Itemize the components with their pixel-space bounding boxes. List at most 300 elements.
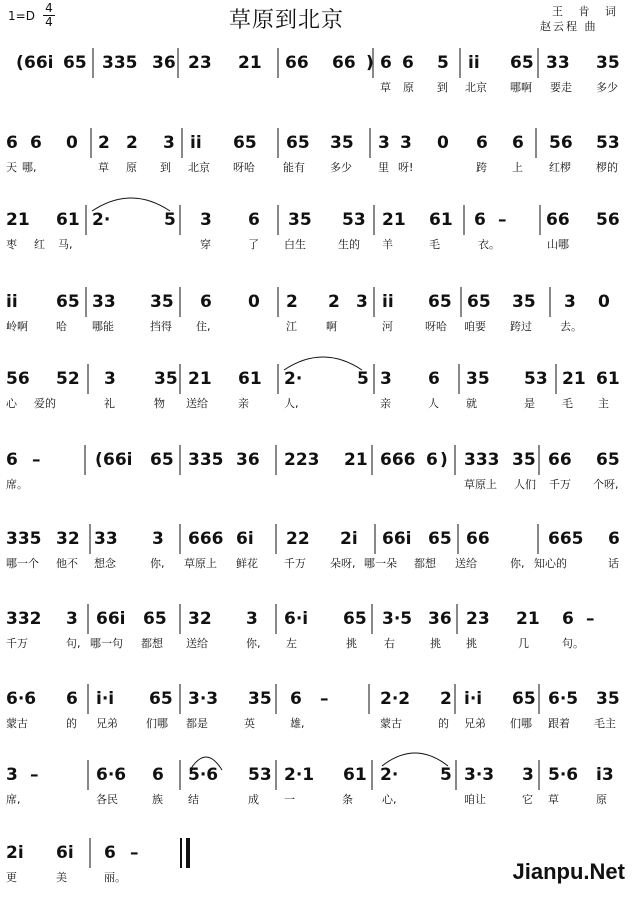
note-group <box>6 369 620 389</box>
note-group-text: 6 <box>428 369 440 389</box>
lyric-text: 他不 <box>56 557 78 570</box>
score-line-svg <box>0 516 633 596</box>
lyric-text: 到 <box>437 81 448 94</box>
note-group-text: 23 <box>188 53 212 73</box>
lyric-text: 它 <box>522 793 533 806</box>
lyric-text: 知心的 <box>534 557 567 570</box>
note-group-text: 61 <box>343 765 367 785</box>
lyric-text: 河 <box>382 320 393 333</box>
note-group-text: 65 <box>428 529 452 549</box>
note-group-text: 21 <box>344 450 368 470</box>
lyric-text: 啊 <box>326 320 337 333</box>
note-group-text: 36 <box>236 450 260 470</box>
note-group-text: 66i <box>96 609 126 629</box>
note-group-text: 3 <box>564 292 576 312</box>
score-line-svg <box>0 437 633 517</box>
score-line <box>0 676 633 756</box>
note-group-text: 35 <box>596 53 620 73</box>
lyric-text: 蒙古 <box>6 717 28 730</box>
score-line <box>0 120 633 200</box>
note-group-text: 6 <box>248 210 260 230</box>
note-group-text: 2 <box>126 133 138 153</box>
lyric-text: 送给 <box>455 557 477 570</box>
note-group <box>6 529 620 549</box>
note-group-text: 2· <box>92 210 111 230</box>
score-line <box>0 596 633 676</box>
lyric-text: 句, <box>66 637 81 650</box>
note-group <box>16 53 620 73</box>
lyric-text: 句。 <box>562 637 584 650</box>
watermark: Jianpu.Net <box>512 859 625 884</box>
lyric-text: 挑 <box>346 637 357 650</box>
lyric-text: 哪一个 <box>6 557 39 570</box>
note-group-text: 6 <box>608 529 620 549</box>
score-line <box>0 437 633 517</box>
note-group-text: 2· <box>380 765 399 785</box>
note-group-text: 35 <box>248 689 272 709</box>
lyric-text: 原 <box>596 793 607 806</box>
score-line <box>0 752 633 832</box>
lyric-text: 雄, <box>290 717 305 730</box>
lyric-text: 人们 <box>514 478 536 491</box>
note-group-text: 6i <box>56 843 74 863</box>
note-group-text: 3 <box>378 133 390 153</box>
lyric-text: 送给 <box>186 397 208 410</box>
note-group-text: 36 <box>152 53 176 73</box>
note-group-text: 66 <box>332 53 356 73</box>
note-group-text: 6 <box>6 133 18 153</box>
lyric-text: 主 <box>598 397 609 410</box>
lyric-text: 跨 <box>476 161 487 174</box>
note-group-text: 5·6 <box>188 765 219 785</box>
lyric-text: 能有 <box>283 161 305 174</box>
lyric-group <box>6 237 569 251</box>
lyric-text: 兄弟 <box>464 717 486 730</box>
note-group-text: 21 <box>562 369 586 389</box>
note-group-text: 335 <box>188 450 224 470</box>
note-group-text: 35 <box>512 450 536 470</box>
lyric-text: 都想 <box>414 557 436 570</box>
note-group-text: ) <box>440 450 448 470</box>
note-group-text: 56 <box>549 133 573 153</box>
final-barline <box>186 838 190 868</box>
lyric-text: 挡得 <box>150 320 172 333</box>
lyric-text: 族 <box>152 793 163 806</box>
note-group-text: 6 <box>474 210 486 230</box>
note-group-text: 3 <box>380 369 392 389</box>
note-group-text: 6 <box>104 843 116 863</box>
lyric-text: 左 <box>286 637 297 650</box>
lyric-text: 英 <box>244 717 255 730</box>
lyric-text: 住, <box>196 320 211 333</box>
score-line-svg <box>0 596 633 676</box>
lyric-text: 跟着 <box>548 717 570 730</box>
lyric-text: 席, <box>6 793 21 806</box>
lyric-group <box>6 792 607 806</box>
note-group-text: 53 <box>524 369 548 389</box>
lyric-group <box>6 396 609 410</box>
lyric-text: 条 <box>342 793 353 806</box>
note-group-text: 3 <box>152 529 164 549</box>
lyric-text: 枣 <box>6 238 17 251</box>
lyricist-credit: 王 肯 词 <box>552 5 622 18</box>
lyric-text: 席。 <box>6 478 28 491</box>
lyric-text: 江 <box>286 320 297 333</box>
lyric-group <box>380 80 618 94</box>
note-group-text: 65 <box>233 133 257 153</box>
note-group-text: 6 <box>402 53 414 73</box>
note-group-text: 6 <box>200 292 212 312</box>
note-group-text: 6 <box>152 765 164 785</box>
lyric-text: 哪啊 <box>510 81 532 94</box>
note-group <box>6 292 610 312</box>
lyric-text: 多少 <box>596 81 618 94</box>
note-group-text: 335 <box>6 529 42 549</box>
note-group-text: – <box>586 609 595 629</box>
lyric-text: 草 <box>98 161 109 174</box>
note-group-text: 0 <box>598 292 610 312</box>
note-group-text: 2 <box>328 292 340 312</box>
note-group-text: 3 <box>200 210 212 230</box>
lyric-text: 跨过 <box>510 320 532 333</box>
lyric-text: 岭啊 <box>6 320 28 333</box>
lyric-text: 挑 <box>466 637 477 650</box>
lyric-text: 原 <box>126 161 137 174</box>
note-group-text: 61 <box>429 210 453 230</box>
note-group-text: 332 <box>6 609 42 629</box>
note-group-text: 21 <box>382 210 406 230</box>
lyric-text: 的 <box>66 717 77 730</box>
lyric-text: 千万 <box>549 478 571 491</box>
lyric-group <box>6 160 618 174</box>
lyric-text: 多少 <box>330 161 352 174</box>
lyric-text: 一 <box>284 793 295 806</box>
note-group-text: 61 <box>238 369 262 389</box>
note-group-text: ii <box>6 292 18 312</box>
lyric-text: 呀哈 <box>233 161 255 174</box>
note-group-text: 2 <box>98 133 110 153</box>
lyric-text: 送给 <box>186 637 208 650</box>
barline-group <box>91 128 536 158</box>
note-group-text: 65 <box>428 292 452 312</box>
note-group-text: 2i <box>6 843 24 863</box>
lyric-text: 物 <box>154 397 165 410</box>
lyric-text: 北京 <box>188 161 210 174</box>
lyric-text: 右 <box>384 637 395 650</box>
note-group-text: 6 <box>380 53 392 73</box>
score-line <box>0 279 633 359</box>
note-group-text: 66 <box>546 210 570 230</box>
note-group-text: 35 <box>288 210 312 230</box>
composer-credit: 赵云程 曲 <box>540 20 598 33</box>
note-group-text: 6·5 <box>548 689 579 709</box>
lyric-text: 椤的 <box>596 161 618 174</box>
note-group-text: 32 <box>188 609 212 629</box>
lyric-text: 千万 <box>6 637 28 650</box>
lyric-text: 成 <box>248 793 259 806</box>
lyric-text: 毛 <box>562 397 573 410</box>
note-group-text: 665 <box>548 529 584 549</box>
note-group-text: 3 <box>522 765 534 785</box>
lyric-text: 衣。 <box>478 238 500 251</box>
note-group-text: 2 <box>286 292 298 312</box>
note-group-text: 2 <box>440 689 452 709</box>
note-group-text: 65 <box>63 53 87 73</box>
note-group-text: 66 <box>285 53 309 73</box>
lyric-text: 更 <box>6 871 17 884</box>
note-group-text: 5 <box>164 210 176 230</box>
note-group-text: 35 <box>596 689 620 709</box>
lyric-text: 天 <box>6 161 17 174</box>
lyric-text: 就 <box>466 397 477 410</box>
note-group-text: 21 <box>238 53 262 73</box>
note-group-text: 65 <box>343 609 367 629</box>
note-group <box>6 609 595 629</box>
note-group-text: 3·3 <box>188 689 219 709</box>
note-group <box>6 450 620 470</box>
note-group-text: 52 <box>56 369 80 389</box>
score-line <box>0 356 633 436</box>
lyric-text: 兄弟 <box>96 717 118 730</box>
note-group-text: 6 <box>562 609 574 629</box>
song-title: 草原到北京 <box>229 8 345 33</box>
lyric-text: 草 <box>548 793 559 806</box>
note-group-text: 56 <box>596 210 620 230</box>
note-group-text: 3 <box>104 369 116 389</box>
lyric-text: 哪, <box>22 161 37 174</box>
lyric-text: 山哪 <box>547 238 569 251</box>
note-group-text: 65 <box>286 133 310 153</box>
lyric-text: 各民 <box>96 793 118 806</box>
note-group-text: 6 <box>6 450 18 470</box>
note-group-text: 3·3 <box>464 765 495 785</box>
note-group-text: – <box>32 450 41 470</box>
note-group-text: 65 <box>510 53 534 73</box>
note-group-text: 3·5 <box>382 609 413 629</box>
score-line-svg <box>0 676 633 756</box>
lyric-text: 是 <box>524 397 535 410</box>
note-group-text: – <box>498 210 507 230</box>
note-group-text: 35 <box>512 292 536 312</box>
score-line <box>0 40 633 120</box>
note-group-text: 666 <box>188 529 224 549</box>
lyric-text: 们哪 <box>146 717 168 730</box>
score-line-svg <box>0 197 633 277</box>
lyric-text: 毛主 <box>594 717 616 730</box>
score-line-svg <box>0 40 633 120</box>
note-group-text: 2·2 <box>380 689 411 709</box>
note-group-text: 32 <box>56 529 80 549</box>
note-group-text: 33 <box>94 529 118 549</box>
lyric-text: 穿 <box>200 238 211 251</box>
score-line-svg <box>0 120 633 200</box>
note-group-text: 21 <box>516 609 540 629</box>
key-signature: 1=D <box>8 9 35 23</box>
note-group-text: 335 <box>102 53 138 73</box>
lyric-group <box>6 636 584 650</box>
note-group-text: 0 <box>437 133 449 153</box>
note-group-text: 3 <box>6 765 18 785</box>
lyric-text: 里 <box>378 161 389 174</box>
score-line <box>0 197 633 277</box>
lyric-text: 哈 <box>56 320 67 333</box>
lyric-text: 人 <box>428 397 439 410</box>
lyric-text: 亲 <box>380 397 391 410</box>
note-group-text: 2·1 <box>284 765 315 785</box>
lyric-text: 你, <box>150 557 165 570</box>
note-group-text: 6 <box>426 450 438 470</box>
lyric-text: 们哪 <box>510 717 532 730</box>
note-group-text: 6 <box>290 689 302 709</box>
lyric-text: 去。 <box>560 320 582 333</box>
note-group-text: 66i <box>103 450 133 470</box>
note-group-text: 35 <box>466 369 490 389</box>
note-group-text: 22 <box>286 529 310 549</box>
note-group-text: 36 <box>428 609 452 629</box>
lyric-text: 你, <box>246 637 261 650</box>
note-group-text: 56 <box>6 369 30 389</box>
note-group-text: – <box>320 689 329 709</box>
note-group-text: i·i <box>464 689 483 709</box>
final-barline <box>180 838 182 868</box>
lyric-group <box>6 716 616 730</box>
note-group-text: 53 <box>248 765 272 785</box>
lyric-text: 心, <box>382 793 397 806</box>
note-group-text: 6 <box>66 689 78 709</box>
lyric-text: 草原上 <box>184 557 217 570</box>
note-group-text: 223 <box>284 450 320 470</box>
note-group-text: – <box>130 843 139 863</box>
lyric-text: 马, <box>58 238 73 251</box>
lyric-text: 你, <box>510 557 525 570</box>
note-group-text: 65 <box>56 292 80 312</box>
note-group-text: 66 <box>466 529 490 549</box>
lyric-text: 爱的 <box>34 397 56 410</box>
lyric-text: 想念 <box>94 557 116 570</box>
lyric-group <box>6 477 619 491</box>
lyric-text: 都是 <box>186 717 208 730</box>
score-line-svg <box>0 279 633 359</box>
note-group-text: 3 <box>400 133 412 153</box>
lyric-text: 草 <box>380 81 391 94</box>
note-group-text: 3 <box>66 609 78 629</box>
lyric-text: 北京 <box>465 81 487 94</box>
note-group-text: 3 <box>163 133 175 153</box>
lyric-text: 蒙古 <box>380 717 402 730</box>
lyric-text: 红 <box>34 238 45 251</box>
lyric-text: 哪一朵 <box>364 557 397 570</box>
lyric-text: 个呀, <box>593 478 619 491</box>
note-group-text: 33 <box>92 292 116 312</box>
lyric-text: 几 <box>518 637 529 650</box>
note-group-text: ii <box>190 133 202 153</box>
note-group <box>6 689 620 709</box>
note-group-text: 53 <box>596 133 620 153</box>
lyric-text: 美 <box>56 871 67 884</box>
note-group-text: 66i <box>382 529 412 549</box>
lyric-text: 心 <box>6 397 17 410</box>
note-group-text: 5 <box>357 369 369 389</box>
lyric-text: 原 <box>403 81 414 94</box>
lyric-text: 了 <box>248 238 259 251</box>
lyric-text: 上 <box>512 161 523 174</box>
lyric-text: 礼 <box>104 397 115 410</box>
note-group-text: 21 <box>188 369 212 389</box>
note-group-text: 6 <box>512 133 524 153</box>
note-group-text: 65 <box>596 450 620 470</box>
lyric-text: 都想 <box>141 637 163 650</box>
lyric-text: 鲜花 <box>236 557 258 570</box>
note-group-text: ii <box>382 292 394 312</box>
lyric-text: 白生 <box>284 238 306 251</box>
time-signature-bottom: 4 <box>45 15 53 29</box>
lyric-text: 呀! <box>398 161 414 174</box>
note-group-text: 3 <box>246 609 258 629</box>
lyric-text: 亲 <box>238 397 249 410</box>
note-group-text: 33 <box>546 53 570 73</box>
note-group-text: 65 <box>143 609 167 629</box>
note-group-text: 65 <box>467 292 491 312</box>
lyric-text: 千万 <box>284 557 306 570</box>
note-group-text: 61 <box>56 210 80 230</box>
note-group-text: 61 <box>596 369 620 389</box>
note-group-text: 6 <box>476 133 488 153</box>
note-group-text: 53 <box>342 210 366 230</box>
lyric-text: 到 <box>160 161 171 174</box>
note-group-text: 333 <box>464 450 500 470</box>
note-group-text: ) <box>366 53 374 73</box>
note-group-text: 2i <box>340 529 358 549</box>
score-line-svg <box>0 752 633 832</box>
lyric-text: 结 <box>188 793 199 806</box>
note-group-text: 6·6 <box>96 765 127 785</box>
note-group-text: 3 <box>356 292 368 312</box>
note-group-text: 65 <box>512 689 536 709</box>
score-line-svg <box>0 356 633 436</box>
note-group-text: 6·i <box>284 609 309 629</box>
note-group-text: i·i <box>96 689 115 709</box>
score-line <box>0 516 633 596</box>
lyric-text: 红椤 <box>549 161 571 174</box>
note-group-text: ( <box>95 450 103 470</box>
barline-group <box>86 205 540 235</box>
lyric-text: 羊 <box>382 238 393 251</box>
note-group-text: 21 <box>6 210 30 230</box>
note-group-text: 6·6 <box>6 689 37 709</box>
note-group-text: ( <box>16 53 24 73</box>
lyric-text: 哪一句 <box>90 637 123 650</box>
note-group <box>6 133 620 153</box>
lyric-text: 话 <box>608 557 619 570</box>
lyric-group <box>6 871 126 884</box>
note-group-text: 5·6 <box>548 765 579 785</box>
lyric-text: 哪能 <box>92 320 114 333</box>
lyric-text: 挑 <box>430 637 441 650</box>
lyric-text: 丽。 <box>104 871 126 884</box>
note-group-text: 0 <box>248 292 260 312</box>
note-group-text: 35 <box>154 369 178 389</box>
note-group-text: 5 <box>437 53 449 73</box>
note-group-text: 66i <box>24 53 54 73</box>
note-group-text: 6i <box>236 529 254 549</box>
lyric-text: 毛 <box>429 238 440 251</box>
lyric-text: 生的 <box>338 238 360 251</box>
lyric-text: 咱要 <box>464 320 486 333</box>
time-signature-top: 4 <box>45 1 53 15</box>
note-group <box>6 210 620 230</box>
lyric-text: 要走 <box>550 81 572 94</box>
note-group-text: i3 <box>596 765 614 785</box>
